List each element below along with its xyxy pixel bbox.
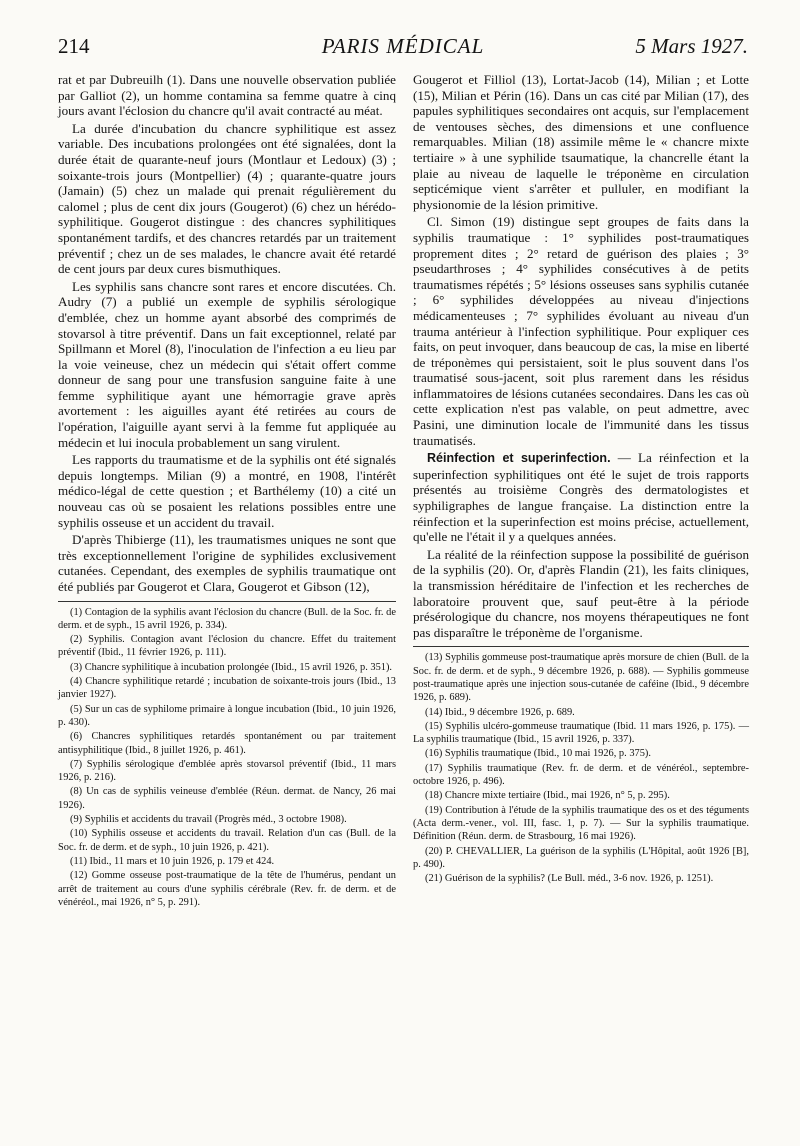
body-paragraph: Les syphilis sans chancre sont rares et encore discutées. Ch. Audry (7) a publié un exemple de syphilis sérologique d'emblée, chez un homme ayant absorbé des comprimés de stovarsol à titre préventif. Dans un fait exceptionnel, relaté par Spillmann et Morel (8), l'inoculation de l'infection a eu lieu par la voie veineuse, chez un médecin qui s'était offert comme donneur de sang pour une transfusion sanguine faite à une femme syphilitique ayant une hémorragie grave après avortement : les aiguilles ayant été retirées au cours de l'opération, l'aiguille ayant servi à la femme fut appliquée au médecin et lui inocula probablement un sang virulent.: [58, 278, 396, 450]
section-paragraph: [413, 450, 749, 545]
body-paragraph: Cl. Simon (19) distingue sept groupes de faits dans la syphilis traumatique : 1° syphilides post-traumatiques proprement dites ; 2° retard de guérison des plaies ; 3° pseudarthroses ; 4° syphilides consécutives à de petits traumatismes répétés ; 5° lésions osseuses sans syphilis cutanée ; 6° syphilides développées au niveau d'injections médicamenteuses ; 7° syphilides évoluant au niveau d'un trauma antérieur à l'infection syphilitique. Pour expliquer ces faits, on peut invoquer, dans beaucoup de cas, la mise en liberté de tréponèmes qui persistaient, soit le plus souvent dans l'os traumatisé sous-jacent, soit plus rarement dans les résidus inflammatoires de lésions cutanées secondaires. Dans les cas où cette explication n'est pas valable, on peut admettre, avec Pasini, une diminution locale de l'immunité dans les tissus traumatisés.: [413, 214, 749, 448]
footnote: (19) Contribution à l'étude de la syphilis traumatique des os et des téguments (Acta derm.-vener., vol. III, fasc. 1, p. 7). — Sur la syphilis traumatique. Définition (Réun. derm. de Strasbourg, 16 mai 1926).: [413, 804, 749, 843]
footnote: (3) Chancre syphilitique à incubation prolongée (Ibid., 15 avril 1926, p. 351).: [70, 661, 393, 673]
body-paragraph: rat et par Dubreuilh (1). Dans une nouvelle observation publiée par Galliot (2), un homme contamina sa femme quatre à cinq jours avant l'éclosion du chancre qu'il avait contracté au méat.: [58, 72, 396, 119]
journal-title: PARIS MÉDICAL: [321, 34, 485, 58]
left-column: [58, 72, 396, 910]
footnote: (13) Syphilis gommeuse post-traumatique après morsure de chien (Bull. de la Soc. fr. de derm. et de syph., 9 décembre 1926, p. 688). — Syphilis gommeuse post-traumatique après une injection sous-cutanée de caféine (Ibid., 9 décembre 1926, p. 689).: [413, 652, 749, 704]
footnote: (9) Syphilis et accidents du travail (Progrès méd., 3 octobre 1908).: [70, 814, 347, 826]
footnote: (4) Chancre syphilitique retardé ; incubation de soixante-trois jours (Ibid., 13 janvier 1927).: [58, 676, 396, 701]
footnote: (8) Un cas de syphilis veineuse d'emblée (Réun. dermat. de Nancy, 26 mai 1926).: [58, 786, 396, 811]
body-paragraph: Les rapports du traumatisme et de la syphilis ont été signalés depuis longtemps. Milian (9) a montré, en 1908, l'intérêt médico-légal de cette question ; et Barthélemy (10) a cité un nouveau cas où se posaient les relations possibles entre une syphilis osseuse et un accident du travail.: [58, 452, 396, 530]
footnote: (5) Sur un cas de syphilome primaire à longue incubation (Ibid., 10 juin 1926, p. 430).: [58, 703, 396, 728]
footnote: (14) Ibid., 9 décembre 1926, p. 689.: [425, 706, 575, 718]
footnote: (15) Syphilis ulcéro-gommeuse traumatique (Ibid. 11 mars 1926, p. 175). — La syphilis traumatique (Ibid., 15 avril 1926, p. 337).: [413, 720, 749, 746]
footnote: (16) Syphilis traumatique (Ibid., 10 mai 1926, p. 375).: [425, 748, 651, 760]
body-paragraph: La durée d'incubation du chancre syphilitique est assez variable. Des incubations prolongées ont été signalées, dont la durée était de quarante-neuf jours (Montlaur et Ledoux) (3) ; soixante-trois jours (Montpellier) (4) ; quarante-quatre jours (Jamain) (5) chez un malade qui prenait régulièrement du calomel ; plus de cent dix jours (Gougerot) (6) chez un hérédo-syphilitique. Gougerot distingue : des chancres syphilitiques spontanément tardifs, et des chancres retardés par un traitement préventif ; chez un de ses malades, le chancre avait été retardé de cent jours par deux cures bismuthiques.: [58, 120, 396, 277]
right-column: [413, 72, 749, 886]
footnote: (11) Ibid., 11 mars et 10 juin 1926, p. 179 et 424.: [70, 855, 275, 867]
body-paragraph: Gougerot et Filliol (13), Lortat-Jacob (14), Milian ; et Lotte (15), Milian et Périn (16). Dans un cas cité par Milian (17), des papules syphilitiques secondaires ont acquis, sur l'emplacement de ventouses sèches, des dimensions et une confluence remarquables. Milian (18) assimile même le « chancre mixte tertiaire » à une syphilide tsaumatique, la chancrelle étant la plaie au niveau de laquelle le tréponème en circulation septicémique vient s'arrêter et pulluler, en modifiant la physionomie de la lésion primitive.: [413, 72, 749, 212]
footnote: (1) Contagion de la syphilis avant l'éclosion du chancre (Bull. de la Soc. fr. de derm. et de syph., 15 avril 1926, p. 334).: [58, 606, 396, 631]
body-paragraph: D'après Thibierge (11), les traumatismes uniques ne sont que très exceptionnellement l'origine de syphilides exclusivement cutanées. Cependant, des exemples de syphilis traumatique ont été publiés par Gougerot et Clara, Gougerot et Gibson (12),: [58, 532, 396, 594]
page-number: 214: [58, 34, 90, 58]
footnote: (17) Syphilis traumatique (Rev. fr. de derm. et de vénéréol., septembre-octobre 1926, p. 496).: [413, 762, 749, 788]
footnote: (20) P. CHEVALLIER, La guérison de la syphilis (L'Hôpital, août 1926 [B], p. 490).: [413, 845, 749, 870]
body-paragraph: La réalité de la réinfection suppose la possibilité de guérison de la syphilis (20). Or, d'après Flandin (21), les faits cliniques, la transmission héréditaire de l'infection et les recherches de laboratoire prouvent que, sauf peut-être à la période présérologique du chancre, nos moyens thérapeutiques ne font pas disparaître le tréponème de l'organisme.: [413, 546, 749, 640]
footnote: (7) Syphilis sérologique d'emblée après stovarsol préventif (Ibid., 11 mars 1926, p. 216).: [58, 758, 396, 784]
footnote-divider: [58, 601, 396, 602]
section-text: — La réinfection et la superinfection syphilitiques ont été le sujet de trois rapports présentés au troisième Congrès des dermatologistes et syphiligraphes de langue française. La distinction entre la réinfection et la superinfection est moins précise, actuellement, qu'elle ne l'était il y a quelques années.: [413, 450, 749, 545]
footnote: (18) Chancre mixte tertiaire (Ibid., mai 1926, n° 5, p. 295).: [425, 790, 670, 802]
running-header: [58, 34, 748, 64]
footnote: (12) Gomme osseuse post-traumatique de la tête de l'humérus, pendant un arrêt de traitement au cours d'une syphilis cérébrale (Rev. fr. de derm. et de vénéréol., mai 1926, n° 5, p. 291).: [58, 870, 396, 908]
footnote: (21) Guérison de la syphilis? (Le Bull. méd., 3-6 nov. 1926, p. 1251).: [425, 873, 714, 885]
footnote: (6) Chancres syphilitiques retardés spontanément ou par traitement antisyphilitique (Ibid., 8 juillet 1926, p. 461).: [58, 731, 396, 756]
footnote: (10) Syphilis osseuse et accidents du travail. Relation d'un cas (Bull. de la Soc. fr. de derm. et de syph., 10 juin 1926, p. 421).: [58, 828, 396, 853]
section-heading: Réinfection et superinfection.: [427, 451, 611, 466]
issue-date: 5 Mars 1927.: [635, 34, 748, 58]
footnote-divider: [413, 646, 749, 647]
footnote: (2) Syphilis. Contagion avant l'éclosion du chancre. Effet du traitement préventif (Ibid., 11 février 1926, p. 111).: [58, 634, 396, 659]
